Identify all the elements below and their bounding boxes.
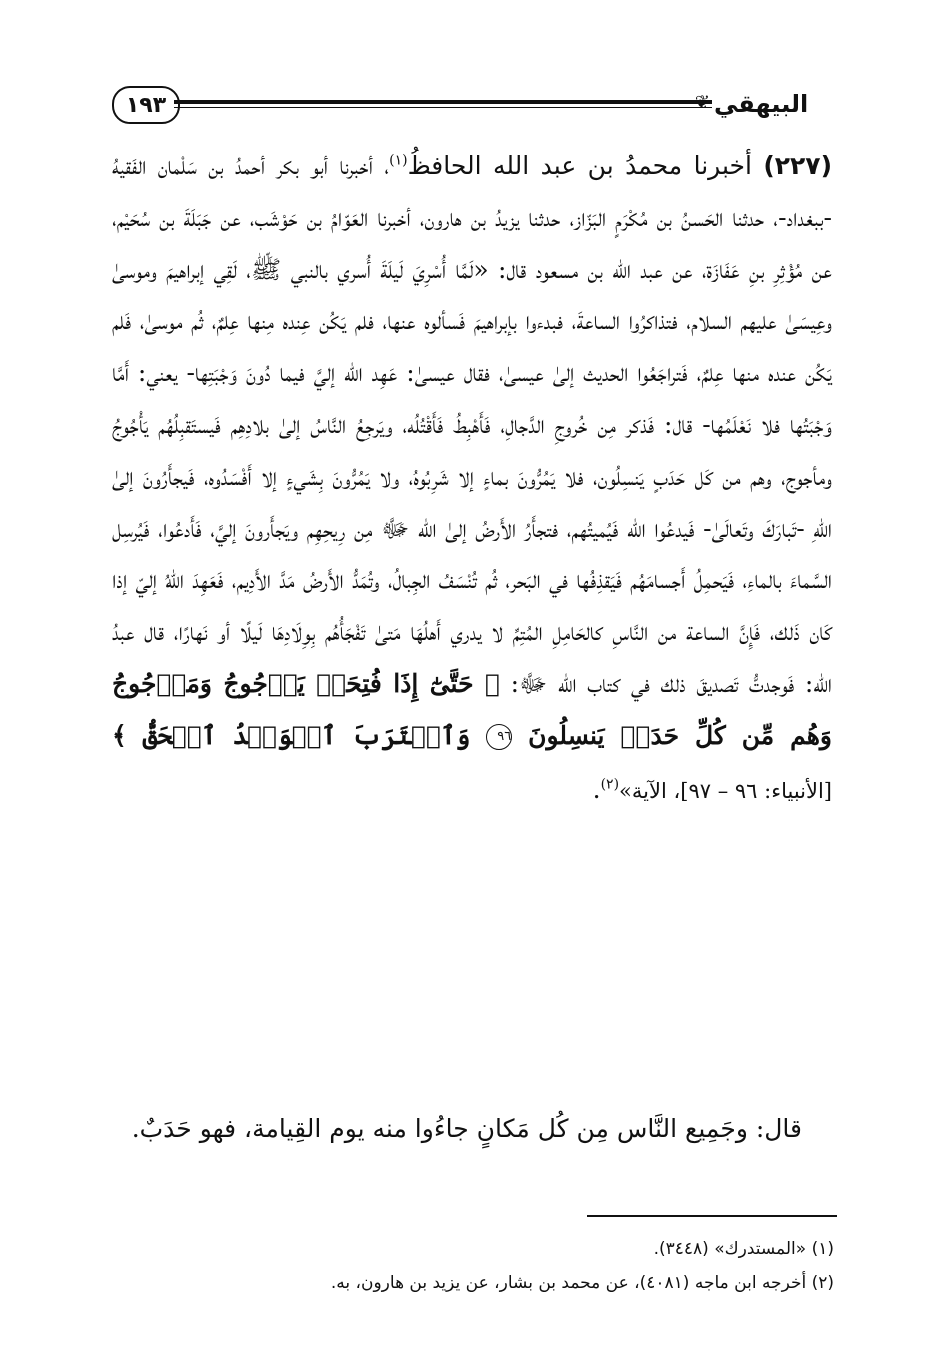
footnote-divider bbox=[587, 1215, 837, 1217]
hadith-text: ، أخبرنا أبو بكر أحمدُ بن سَلْمان الفَقيهُ -ببغداد-، حدثنا الحَسنُ بن مُكْرَمٍ البَزّاز، حدثنا يزيدُ بن هارون، أخبرنا العَوّامُ بن حَوْشَب، عن جَبَلَةَ بن سُحَيْم، عن مُؤْثِرِ بنِ عَفَازَة، عن عبد الله بن مسعود قال: «لَمَّا أُسْرِيَ لَيلَةَ أُسري بالنبي ﷺ، لَقِي إبراهيمَ وموسىٰ وعِيسَىٰ عليهم السلام، فتذاكرُوا الساعةَ، فبدءوا بإبراهيمَ فَسألوه عنها، فلم يَكُن عِنده مِنها عِلمٌ، ثُم موسىٰ، فَلم يَكُن عنده منها عِلمٌ، فَتراجَعُوا الحديث إلىٰ عيسىٰ، فقال عيسىٰ: عَهِد الله إليَّ فيما دُونَ وَجْبَتِها- يعني: أَمَّا وَجْبَتُها فلا نَعْلَمُها- قال: فَذكر مِن خُروجِ الدَّجالِ، فَأَهْبِطُ فَأَقْتُلُه، ويَرجِعُ النَّاسُ إلىٰ بلادِهِم فَيستَقبِلُهُم يَأْجُوجُ ومأجوج، وهم من كَل حَدَبٍ يَنسِلُون، فلا يَمُرُّونَ بماءٍ إلا شَرِبُوهُ، ولا يَمُرُّونَ بِشَيءٍ إلا أَفْسَدُوه، فَيجأَرُونَ إلىٰ اللهِ -تَبارَكَ وتَعالَىٰ- فَيدعُوا الله فَيُميتُهم، فتجأَرُ الأَرضُ إلىٰ الله ﷻ مِن رِيحِهِم ويَجأَرونَ إليَّ، فَأَدعُوا، فَيُرسِل السَّماءَ بالماءِ، فَيَحمِلُ أَجسامَهُم فَيَقذِفُها في البَحر، ثُم تُنْسَفُ الجِبالُ، وتُمَدُّ الأَرضُ مَدَّ الأَدِيم، فَعَهِدَ اللهُ إليّ إذا كَان ذَلك، فَإِنَّ الساعة من النَّاسِ كالحَامِلِ المُتِمِّ لا يدري أَهلُهَا مَتىٰ تَفْجَأُهُم بِوِلَادِهَا لَيلًا أو نَهارًا، قال عبدُ الله: فَوجدتُّ تَصديقَ ذلك في كتاب الله ﷻ: bbox=[112, 151, 832, 698]
page-header bbox=[112, 84, 832, 124]
footnote-2: (٢) أخرجه ابن ماجه (٤٠٨١)، عن محمد بن بشار، عن يزيد بن هارون، به. bbox=[330, 1273, 834, 1293]
quran-verse-97: وَٱقۡتَرَبَ ٱلۡوَعۡدُ ٱلۡحَقُّ bbox=[126, 720, 487, 750]
quran-close-brace: ﴾ bbox=[112, 720, 127, 750]
verse-number-badge: ٩٦ bbox=[486, 724, 512, 750]
footnotes bbox=[112, 1232, 834, 1300]
hadith-paragraph bbox=[112, 140, 832, 817]
ornament-icon: ❦ bbox=[694, 92, 710, 113]
hadith-number: (٢٢٧) bbox=[763, 151, 832, 180]
header-rule-thin bbox=[174, 107, 712, 108]
footnote-ref-1[interactable]: (١) bbox=[389, 152, 408, 169]
page-number: ١٩٣ bbox=[112, 86, 180, 124]
verse-reference: [الأنبياء: ٩٦ – ٩٧]، الآية» bbox=[619, 778, 832, 803]
quran-verse-96: حَتَّىٰٓ إِذَا فُتِحَتۡ يَأۡجُوجُ وَمَأۡجُوجُ وَهُم مِّن كُلِّ حَدَبٖ يَنسِلُونَ bbox=[112, 668, 832, 750]
hadith-text-start: أخبرنا محمدُ بن عبد الله الحافظُ bbox=[407, 151, 764, 180]
footnote-ref-2[interactable]: (٢) bbox=[600, 776, 620, 793]
book-title: البيهقي bbox=[714, 90, 809, 118]
header-rule bbox=[174, 100, 712, 104]
hadith-end: . bbox=[592, 774, 601, 804]
closing-paragraph: قال: وجَمِيع النَّاس مِن كُل مَكانٍ جاءُوا منه يوم القِيامة، فهو حَدَبٌ. bbox=[131, 1114, 802, 1143]
quran-open-brace: ﴿ bbox=[484, 668, 500, 698]
footnote-1: (١) «المستدرك» (٣٤٤٨). bbox=[653, 1239, 834, 1259]
